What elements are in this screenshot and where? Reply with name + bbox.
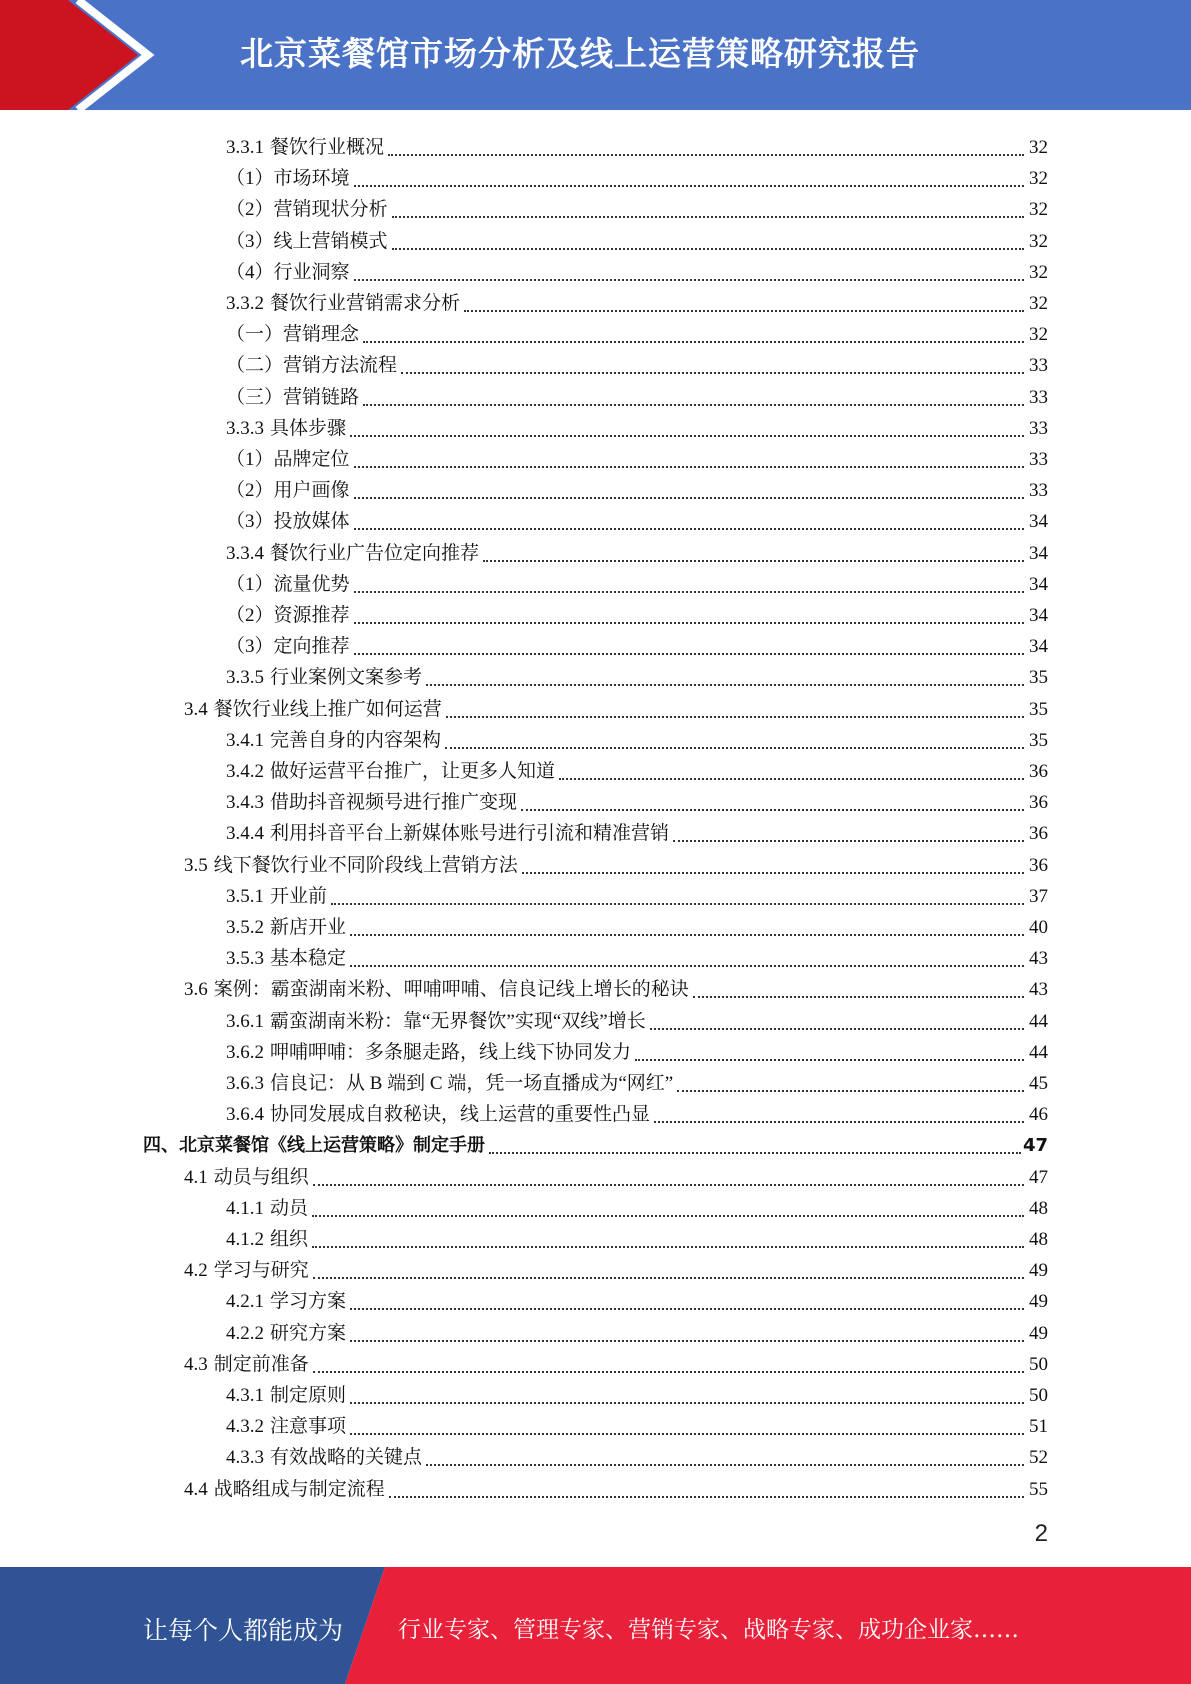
toc-dot-leader	[312, 1215, 1024, 1217]
toc-entry[interactable]	[226, 502, 1048, 533]
toc-entry-title: 制定原则	[270, 1385, 347, 1406]
toc-entry-page: 33	[1029, 417, 1048, 439]
toc-dot-leader	[388, 154, 1024, 156]
toc-entry-number: 3.6.1	[226, 1010, 264, 1032]
toc-entry-title: 餐饮行业概况	[270, 137, 385, 158]
toc-entry-page: 48	[1029, 1197, 1048, 1219]
toc-dot-leader	[635, 1059, 1024, 1061]
toc-dot-leader	[350, 1340, 1024, 1342]
toc-entry-page: 46	[1029, 1104, 1048, 1126]
toc-entry-page: 49	[1029, 1322, 1048, 1344]
toc-entry-number: 3.4	[184, 698, 208, 720]
toc-entry[interactable]	[226, 1376, 1048, 1407]
toc-entry[interactable]	[226, 658, 1048, 689]
toc-entry-title: 做好运营平台推广，让更多人知道	[270, 761, 556, 782]
toc-entry-title: （三）营销链路	[226, 386, 360, 408]
toc-dot-leader	[677, 1090, 1024, 1092]
toc-entry-title: 有效战略的关键点	[270, 1447, 423, 1469]
toc-entry[interactable]	[226, 1002, 1048, 1033]
toc-entry-title: （2）用户画像	[226, 480, 350, 502]
toc-entry-number: 3.5.2	[226, 917, 264, 938]
toc-entry-page: 32	[1029, 230, 1048, 252]
toc-dot-leader	[350, 1433, 1024, 1435]
toc-entry-page: 34	[1029, 542, 1048, 564]
toc-entry-page: 32	[1029, 199, 1048, 221]
toc-dot-leader	[426, 1464, 1024, 1466]
toc-entry[interactable]	[184, 1345, 1048, 1376]
toc-entry-page: 40	[1029, 917, 1048, 938]
toc-dot-leader	[654, 1121, 1024, 1123]
toc-dot-leader	[483, 560, 1024, 562]
toc-entry-number: 3.5.3	[226, 948, 264, 970]
toc-entry[interactable]	[226, 190, 1048, 221]
toc-dot-leader	[446, 716, 1024, 718]
toc-entry-page: 45	[1029, 1073, 1048, 1094]
footer-slogan-right: 行业专家、管理专家、营销专家、战略专家、成功企业家……	[398, 1617, 1019, 1643]
toc-entry-page: 32	[1029, 293, 1048, 314]
toc-entry[interactable]	[226, 346, 1048, 377]
toc-entry-title: 完善自身的内容架构	[270, 729, 442, 751]
toc-entry-number: 4.3.2	[226, 1416, 264, 1438]
toc-entry-title: 具体步骤	[270, 417, 347, 439]
toc-entry-number: 4.3.3	[226, 1447, 264, 1469]
toc-entry[interactable]	[226, 409, 1048, 440]
toc-entry-title: 餐饮行业广告位定向推荐	[270, 542, 480, 564]
toc-entry-title: 开业前	[270, 885, 328, 907]
toc-entry[interactable]	[226, 315, 1048, 346]
toc-entry-title: 制定前准备	[213, 1353, 309, 1375]
toc-entry-number: 4.3.1	[226, 1385, 264, 1406]
toc-entry-title: 基本稳定	[270, 948, 347, 970]
toc-dot-leader	[489, 1152, 1021, 1154]
toc-dot-leader	[363, 341, 1024, 343]
toc-dot-leader	[521, 809, 1024, 811]
toc-entry-number: 4.2.1	[226, 1291, 264, 1313]
toc-entry-title: 餐饮行业营销需求分析	[270, 293, 461, 314]
toc-entry[interactable]	[226, 378, 1048, 409]
toc-entry[interactable]	[226, 565, 1048, 596]
toc-entry-number: 4.1.1	[226, 1197, 264, 1219]
toc-entry[interactable]	[226, 783, 1048, 814]
toc-entry-page: 44	[1029, 1010, 1048, 1032]
toc-entry-title: 研究方案	[270, 1322, 347, 1344]
toc-dot-leader	[464, 310, 1024, 312]
toc-entry-page: 34	[1029, 636, 1048, 658]
toc-entry-page: 33	[1029, 355, 1048, 377]
toc-dot-leader	[313, 1371, 1024, 1373]
toc-entry-page: 34	[1029, 511, 1048, 533]
toc-entry-page: 47	[1022, 1135, 1048, 1157]
toc-entry-title: （2）资源推荐	[226, 605, 350, 626]
toc-entry[interactable]	[184, 970, 1048, 1001]
toc-dot-leader	[392, 248, 1024, 250]
toc-entry[interactable]	[184, 690, 1048, 721]
toc-entry-page: 32	[1029, 168, 1048, 190]
toc-entry[interactable]	[226, 440, 1048, 471]
toc-dot-leader	[559, 778, 1024, 780]
toc-entry-title: 行业案例文案参考	[270, 667, 423, 689]
header-red-arrow	[0, 0, 138, 110]
toc-entry-title: （2）营销现状分析	[226, 199, 388, 221]
toc-entry-number: 4.3	[184, 1353, 208, 1375]
toc-dot-leader	[401, 372, 1024, 374]
toc-entry[interactable]	[226, 534, 1048, 565]
toc-entry-page: 32	[1029, 137, 1048, 158]
toc-dot-leader	[354, 528, 1024, 530]
toc-dot-leader	[331, 903, 1024, 905]
toc-entry[interactable]	[226, 471, 1048, 502]
toc-dot-leader	[312, 1246, 1024, 1248]
toc-entry-title: （1）品牌定位	[226, 449, 350, 470]
toc-dot-leader	[392, 216, 1024, 218]
toc-entry-page: 51	[1029, 1416, 1048, 1438]
toc-entry-number: 3.3.3	[226, 417, 264, 439]
toc-entry[interactable]	[226, 253, 1048, 284]
toc-entry[interactable]	[226, 1189, 1048, 1220]
toc-entry-number: 4.2	[184, 1260, 208, 1282]
toc-entry-page: 35	[1029, 729, 1048, 751]
toc-entry-page: 50	[1029, 1353, 1048, 1375]
toc-entry-title: 新店开业	[270, 917, 347, 938]
toc-dot-leader	[354, 622, 1024, 624]
toc-entry[interactable]	[226, 284, 1048, 315]
toc-entry[interactable]	[226, 908, 1048, 939]
toc-entry-page: 32	[1029, 324, 1048, 346]
toc-entry-title: 注意事项	[270, 1416, 347, 1438]
toc-entry-title: 四、北京菜餐馆《线上运营策略》制定手册	[143, 1135, 485, 1157]
toc-entry-page: 33	[1029, 449, 1048, 470]
toc-dot-leader	[363, 404, 1024, 406]
toc-entry-title: （3）定向推荐	[226, 636, 350, 658]
toc-entry-number: 3.6.2	[226, 1041, 264, 1063]
toc-dot-leader	[350, 1402, 1024, 1404]
toc-dot-leader	[350, 934, 1024, 936]
toc-entry-page: 43	[1029, 979, 1048, 1001]
toc-dot-leader	[445, 747, 1024, 749]
toc-dot-leader	[693, 996, 1024, 998]
toc-entry-page: 33	[1029, 386, 1048, 408]
toc-entry[interactable]	[226, 877, 1048, 908]
toc-entry[interactable]	[226, 1220, 1048, 1251]
toc-entry[interactable]	[143, 1126, 1048, 1157]
toc-entry-page: 35	[1029, 667, 1048, 689]
toc-entry-page: 32	[1029, 261, 1048, 283]
toc-entry-title: 呷哺呷哺：多条腿走路，线上线下协同发力	[270, 1041, 632, 1063]
toc-entry-title: 霸蛮湖南米粉：靠“无界餐饮”实现“双线”增长	[270, 1010, 646, 1032]
toc-entry-number: 4.1.2	[226, 1229, 264, 1250]
toc-entry-title: （1）市场环境	[226, 168, 350, 190]
toc-entry-page: 52	[1029, 1447, 1048, 1469]
toc-dot-leader	[354, 653, 1024, 655]
toc-entry-page: 36	[1029, 792, 1048, 814]
toc-entry[interactable]	[226, 222, 1048, 253]
toc-entry[interactable]	[226, 627, 1048, 658]
toc-entry[interactable]	[226, 159, 1048, 190]
toc-entry-number: 3.5.1	[226, 885, 264, 907]
toc-dot-leader	[354, 185, 1024, 187]
toc-entry-number: 4.2.2	[226, 1322, 264, 1344]
toc-entry[interactable]	[184, 846, 1048, 877]
toc-entry-page: 49	[1029, 1291, 1048, 1313]
toc-entry-page: 44	[1029, 1041, 1048, 1063]
toc-entry-title: （二）营销方法流程	[226, 355, 398, 377]
toc-entry-page: 35	[1029, 698, 1048, 720]
page-header	[0, 0, 1191, 110]
toc-entry[interactable]	[226, 128, 1048, 159]
page-number: 2	[1034, 1520, 1048, 1547]
toc-entry[interactable]	[184, 1251, 1048, 1282]
toc-dot-leader	[426, 684, 1024, 686]
header-title: 北京菜餐馆市场分析及线上运营策略研究报告	[240, 34, 920, 73]
toc-entry-page: 34	[1029, 573, 1048, 595]
toc-entry-title: 协同发展成自救秘诀，线上运营的重要性凸显	[270, 1104, 651, 1126]
toc-entry-page: 50	[1029, 1385, 1048, 1406]
toc-entry[interactable]	[226, 1407, 1048, 1438]
toc-entry-number: 3.5	[184, 854, 208, 876]
toc-entry-page: 36	[1029, 823, 1048, 845]
toc-entry-page: 36	[1029, 854, 1048, 876]
toc-entry-title: 学习与研究	[213, 1260, 309, 1282]
toc-entry[interactable]	[226, 1033, 1048, 1064]
toc-entry-title: （4）行业洞察	[226, 261, 350, 283]
toc-entry[interactable]	[226, 1314, 1048, 1345]
toc-entry-number: 3.3.5	[226, 667, 264, 689]
toc-entry-title: 线下餐饮行业不同阶段线上营销方法	[213, 854, 518, 876]
toc-entry-page: 48	[1029, 1229, 1048, 1250]
toc-entry-title: 餐饮行业线上推广如何运营	[213, 698, 442, 720]
toc-entry-number: 3.4.4	[226, 823, 264, 845]
toc-entry-title: 案例：霸蛮湖南米粉、呷哺呷哺、信良记线上增长的秘诀	[213, 979, 689, 1001]
toc-dot-leader	[313, 1277, 1024, 1279]
toc-dot-leader	[350, 1308, 1024, 1310]
toc-entry[interactable]	[226, 1438, 1048, 1469]
toc-dot-leader	[350, 965, 1024, 967]
toc-entry-title: 动员与组织	[213, 1166, 309, 1188]
toc-entry-title: 战略组成与制定流程	[213, 1478, 385, 1500]
toc-entry[interactable]	[226, 752, 1048, 783]
toc-entry[interactable]	[226, 1095, 1048, 1126]
toc-entry-title: （1）流量优势	[226, 573, 350, 595]
toc-entry[interactable]	[184, 1158, 1048, 1189]
toc-entry-number: 3.4.1	[226, 729, 264, 751]
toc-entry-page: 47	[1029, 1166, 1048, 1188]
toc-dot-leader	[354, 279, 1024, 281]
toc-dot-leader	[354, 466, 1024, 468]
toc-dot-leader	[650, 1028, 1024, 1030]
toc-entry-page: 55	[1029, 1478, 1048, 1500]
toc-entry-page: 36	[1029, 761, 1048, 782]
toc-dot-leader	[354, 497, 1024, 499]
toc-entry-number: 3.4.2	[226, 761, 264, 782]
toc-entry-number: 3.6.4	[226, 1104, 264, 1126]
toc-entry-page: 43	[1029, 948, 1048, 970]
toc-entry-number: 3.3.4	[226, 542, 264, 564]
toc-entry-page: 33	[1029, 480, 1048, 502]
toc-dot-leader	[354, 591, 1024, 593]
toc-entry-number: 3.3.1	[226, 137, 264, 158]
toc-entry-title: 利用抖音平台上新媒体账号进行引流和精准营销	[270, 823, 670, 845]
toc-entry-title: 借助抖音视频号进行推广变现	[270, 792, 518, 814]
toc-dot-leader	[350, 435, 1024, 437]
toc-dot-leader	[313, 1184, 1024, 1186]
toc-entry[interactable]	[226, 1282, 1048, 1313]
page-footer	[0, 1567, 1191, 1684]
footer-slogan-left: 让每个人都能成为	[143, 1616, 344, 1645]
toc-entry-number: 4.1	[184, 1166, 208, 1188]
toc-entry-number: 4.4	[184, 1478, 208, 1500]
toc-dot-leader	[389, 1496, 1024, 1498]
toc-entry[interactable]	[226, 596, 1048, 627]
toc-entry[interactable]	[226, 721, 1048, 752]
toc-entry[interactable]	[226, 814, 1048, 845]
toc-entry-title: （一）营销理念	[226, 324, 360, 346]
toc-entry-page: 34	[1029, 605, 1048, 626]
toc-entry-title: 组织	[270, 1229, 309, 1250]
toc-dot-leader	[673, 840, 1024, 842]
toc-entry-title: 动员	[270, 1197, 309, 1219]
toc-entry[interactable]	[226, 939, 1048, 970]
toc-entry-number: 3.3.2	[226, 293, 264, 314]
toc-entry-title: 信良记：从 B 端到 C 端，凭一场直播成为“网红”	[270, 1073, 674, 1094]
toc-entry-title: （3）线上营销模式	[226, 230, 388, 252]
toc-dot-leader	[522, 872, 1024, 874]
toc-entry-title: （3）投放媒体	[226, 511, 350, 533]
toc-entry-number: 3.6	[184, 979, 208, 1001]
toc-entry-page: 49	[1029, 1260, 1048, 1282]
toc-entry[interactable]	[184, 1470, 1048, 1501]
toc-entry-number: 3.4.3	[226, 792, 264, 814]
toc-entry-page: 37	[1029, 885, 1048, 907]
toc-entry-title: 学习方案	[270, 1291, 347, 1313]
toc-entry[interactable]	[226, 1064, 1048, 1095]
toc-entry-number: 3.6.3	[226, 1073, 264, 1094]
